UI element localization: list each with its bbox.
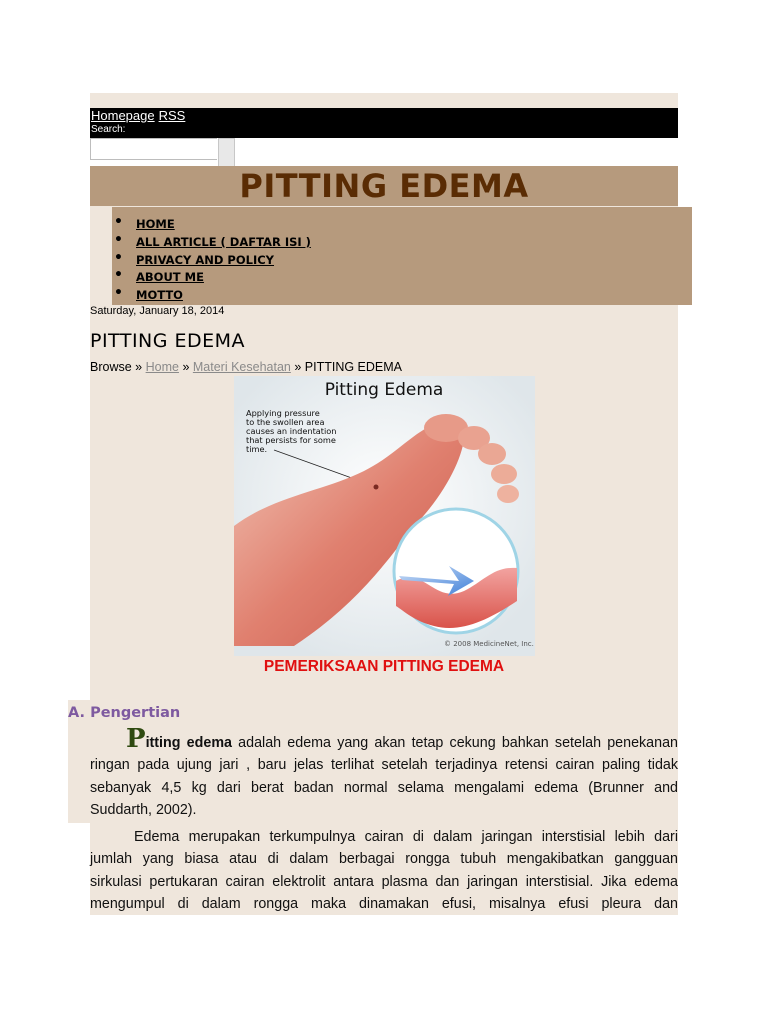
note-line: Applying pressure — [246, 408, 320, 418]
breadcrumb-category-link[interactable]: Materi Kesehatan — [192, 360, 291, 374]
illustration-copyright: © 2008 MedicineNet, Inc. — [444, 640, 534, 648]
search-button[interactable] — [218, 138, 235, 167]
note-line: to the swollen area — [246, 417, 325, 427]
paragraph-1-line: sebanyak 4,5 kg dari berat badan normal selama mengalami edema (Brunner and — [90, 779, 678, 796]
illustration-svg — [234, 376, 535, 656]
pressure-point — [374, 485, 379, 490]
breadcrumb-separator: » — [294, 360, 302, 374]
bold-term: itting edema — [145, 735, 232, 751]
toe — [478, 443, 506, 465]
blog-title[interactable]: PITTING EDEMA — [239, 167, 529, 205]
illustration-title: Pitting Edema — [324, 380, 444, 400]
blog-header — [90, 166, 678, 206]
section-label: A. — [68, 705, 85, 721]
menu-item-about — [136, 270, 692, 288]
breadcrumb-browse: Browse — [90, 360, 132, 374]
menu-link-privacy[interactable]: PRIVACY AND POLICY — [136, 252, 275, 267]
image-caption: PEMERIKSAAN PITTING EDEMA — [263, 658, 505, 675]
menu-link-all-article[interactable]: ALL ARTICLE ( DAFTAR ISI ) — [136, 234, 311, 249]
breadcrumb-separator: » — [135, 360, 143, 374]
menu-item-all-article — [136, 235, 692, 253]
search-label: Search: — [91, 124, 126, 135]
paragraph-2-line: Edema merupakan terkumpulnya cairan di dalam jaringan interstisial lebih dari — [134, 829, 678, 845]
paragraph-1 — [90, 724, 678, 821]
menu-item-motto — [136, 288, 692, 306]
menu-item-privacy — [136, 253, 692, 271]
dropcap: P — [126, 724, 146, 754]
breadcrumb-separator: » — [182, 360, 190, 374]
homepage-link[interactable]: Homepage — [91, 108, 155, 123]
paragraph-2 — [90, 826, 678, 915]
pitting-edema-illustration — [234, 376, 535, 656]
section-title: Pengertian — [90, 705, 181, 721]
rss-link[interactable]: RSS — [158, 108, 186, 123]
paragraph-2-line: mengumpul di dalam rongga maka dinamakan efusi, misalnya efusi pleura dan — [90, 895, 678, 912]
menu-link-motto[interactable]: MOTTO — [136, 288, 183, 303]
menu-item-home — [136, 217, 692, 235]
note-line: time. — [246, 444, 268, 454]
menu-link-home[interactable]: HOME — [136, 217, 175, 231]
breadcrumb — [90, 360, 402, 374]
section-heading — [68, 705, 180, 721]
paragraph-1-line — [90, 724, 678, 754]
paragraph-2-line: jumlah yang biasa atau di dalam berbagai rongga tubuh mengakibatkan gangguan — [90, 851, 678, 868]
search-input[interactable] — [90, 138, 217, 160]
post-title: PITTING EDEMA — [90, 330, 246, 352]
paragraph-text: adalah edema yang akan tetap cekung bahkan setelah penekanan — [231, 735, 678, 751]
toe — [497, 485, 519, 503]
menu-link-about[interactable]: ABOUT ME — [136, 270, 204, 285]
post-date: Saturday, January 18, 2014 — [90, 305, 225, 317]
note-line: causes an indentation — [246, 426, 337, 436]
breadcrumb-current: PITTING EDEMA — [304, 360, 403, 374]
paragraph-1-line: ringan pada ujung jari , baru jelas terlihat setelah terjadinya retensi cairan paling tidak — [90, 757, 678, 774]
main-menu — [112, 207, 692, 305]
paragraph-2-line: sirkulasi pertukaran cairan elektrolit antara plasma dan jaringan interstisial. Jika edema — [90, 873, 678, 890]
paragraph-1-line: Suddarth, 2002). — [90, 801, 197, 818]
top-nav — [91, 108, 189, 123]
toe — [491, 464, 517, 484]
note-line: that persists for some — [246, 435, 336, 445]
breadcrumb-home-link[interactable]: Home — [145, 360, 179, 374]
